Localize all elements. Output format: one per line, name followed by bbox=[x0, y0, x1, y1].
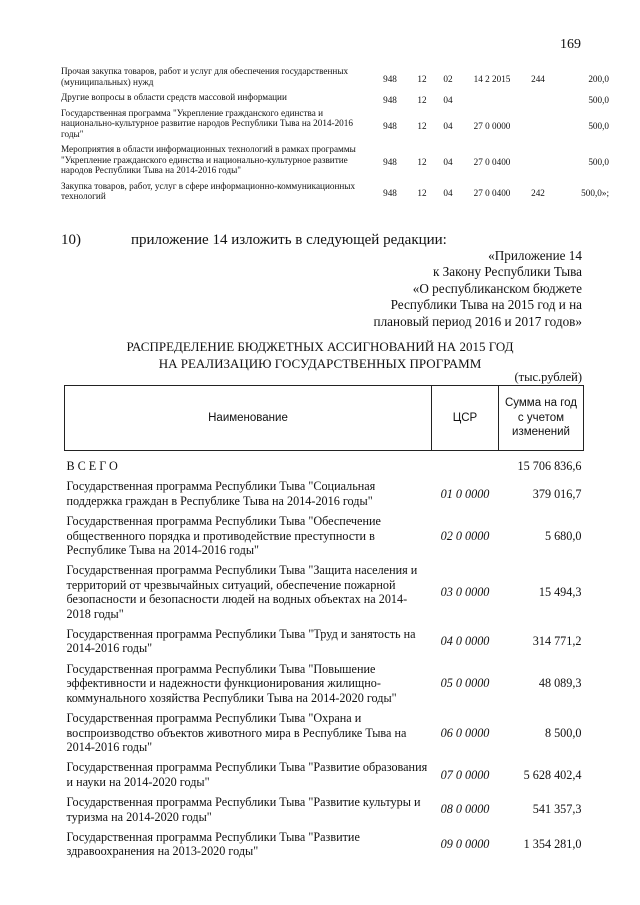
cell-pr: 04 bbox=[443, 188, 453, 199]
cell-name: Другие вопросы в области средств массовой информации bbox=[61, 92, 287, 102]
cell-rz: 12 bbox=[417, 157, 427, 167]
continuation-table bbox=[61, 66, 609, 207]
table-header-row bbox=[65, 386, 584, 451]
cell-sum: 500,0 bbox=[588, 157, 609, 167]
allocation-table bbox=[64, 385, 584, 865]
cell-gr: 948 bbox=[383, 120, 397, 131]
cell-csr bbox=[461, 92, 523, 108]
appendix-note-line: Республики Тыва на 2015 год и на bbox=[390, 297, 582, 313]
cell-csr: 07 0 0000 bbox=[440, 767, 490, 782]
appendix-note-line: «Приложение 14 bbox=[488, 248, 582, 263]
cell-name: Государственная программа Республики Тыва "Развитие здравоохранения на 2013-2020 годы" bbox=[66, 829, 360, 859]
cell-vr: 242 bbox=[531, 188, 545, 199]
cell-csr: 03 0 0000 bbox=[440, 585, 490, 600]
cell-sum: 379 016,7 bbox=[532, 486, 582, 501]
table-row bbox=[65, 760, 584, 795]
cell-csr: 05 0 0000 bbox=[440, 676, 490, 691]
cell-csr: 14 2 2015 bbox=[473, 73, 511, 84]
table-row bbox=[65, 711, 584, 760]
appendix-note-line: плановый период 2016 и 2017 годов» bbox=[373, 313, 582, 329]
cell-sum: 500,0 bbox=[588, 94, 609, 105]
cell-vr bbox=[523, 108, 553, 145]
cell-sum: 48 089,3 bbox=[538, 676, 582, 691]
cell-name: Государственная программа Республики Тыва "Развитие образования и науки на 2014-2020 годы" bbox=[66, 760, 428, 789]
table-row bbox=[61, 92, 609, 108]
total-sum: 15 706 836,6 bbox=[517, 459, 582, 473]
cell-gr: 948 bbox=[383, 157, 397, 167]
table-row bbox=[61, 181, 609, 207]
cell-rz: 12 bbox=[417, 188, 427, 199]
cell-name: Государственная программа Республики Тыва "Повышение эффективности и надежности функционирования жилищно-коммунального хозяйства Республики Тыва на 2014-2020 годы" bbox=[66, 661, 397, 705]
appendix-note-line: «О республиканском бюджете bbox=[412, 280, 582, 296]
cell-csr: 27 0 0400 bbox=[473, 188, 511, 199]
header-sum: Сумма на год с учетом изменений bbox=[499, 386, 584, 451]
cell-vr: 244 bbox=[531, 73, 545, 84]
table-row bbox=[65, 563, 584, 627]
cell-csr: 27 0 0400 bbox=[473, 157, 511, 167]
cell-rz: 12 bbox=[417, 73, 427, 84]
cell-gr: 948 bbox=[383, 94, 397, 105]
cell-name: Прочая закупка товаров, работ и услуг для обеспечения государственных (муниципальных) нужд bbox=[61, 66, 349, 87]
table-row bbox=[61, 66, 609, 92]
cell-name: Государственная программа Республики Тыва "Социальная поддержка граждан в Республике Тыва на 2014-2016 годы" bbox=[66, 479, 376, 508]
cell-csr: 04 0 0000 bbox=[440, 634, 490, 649]
cell-name: Государственная программа Республики Тыва "Охрана и воспроизводство объектов животного мира в Республике Тыва на 2014-2016 годы" bbox=[66, 711, 407, 754]
table-row bbox=[65, 662, 584, 711]
units-label: (тыс.рублей) bbox=[514, 370, 582, 384]
table-row bbox=[65, 795, 584, 830]
cell-sum: 5 680,0 bbox=[544, 528, 582, 543]
cell-name: Государственная программа Республики Тыва "Развитие культуры и туризма на 2014-2020 годы" bbox=[66, 795, 421, 824]
appendix-note-line: к Закону Республики Тыва bbox=[432, 264, 582, 280]
cell-rz: 12 bbox=[417, 94, 427, 105]
cell-sum: 500,0»; bbox=[581, 188, 609, 199]
cell-name: Государственная программа Республики Тыва "Обеспечение общественного порядка и противодействие преступности в Республике Тыва на 2014-2016 годы" bbox=[66, 514, 381, 558]
cell-gr: 948 bbox=[383, 73, 397, 84]
cell-csr: 06 0 0000 bbox=[440, 725, 490, 740]
cell-gr: 948 bbox=[383, 188, 397, 199]
item-number: 10) bbox=[61, 232, 81, 248]
cell-rz: 12 bbox=[417, 120, 427, 131]
cell-pr: 04 bbox=[443, 94, 453, 105]
appendix-note bbox=[374, 248, 582, 330]
item-text: приложение 14 изложить в следующей редакции: bbox=[131, 232, 447, 248]
cell-pr: 04 bbox=[443, 157, 453, 167]
cell-sum: 200,0 bbox=[588, 73, 609, 84]
table-row bbox=[65, 479, 584, 514]
cell-sum: 8 500,0 bbox=[544, 725, 582, 740]
cell-vr bbox=[523, 92, 553, 108]
cell-name: Государственная программа "Укрепление гражданского единства и национально-культурное развитие народов Республики Тыва на 2014-2016 годы" bbox=[61, 107, 353, 139]
cell-pr: 04 bbox=[443, 120, 453, 131]
amendment-item bbox=[61, 232, 447, 249]
table-row bbox=[65, 830, 584, 865]
title-line: НА РЕАЛИЗАЦИЮ ГОСУДАРСТВЕННЫХ ПРОГРАММ bbox=[158, 356, 482, 371]
table-row bbox=[65, 514, 584, 563]
cell-name: Государственная программа Республики Тыва "Защита населения и территорий от чрезвычайных ситуаций, обеспечение пожарной безопасности и безопасности людей на водных объектах на 2014-2018 годы" bbox=[66, 563, 418, 621]
cell-csr: 08 0 0000 bbox=[440, 802, 490, 817]
total-row bbox=[65, 459, 584, 479]
cell-name: Мероприятия в области информационных технологий в рамках программы "Укрепление гражданского единства и национально-культурное развитие народов Республики Тыва на 2014-2016 годы" bbox=[61, 144, 356, 175]
cell-csr: 09 0 0000 bbox=[440, 837, 490, 852]
cell-sum: 15 494,3 bbox=[538, 585, 582, 600]
cell-csr: 02 0 0000 bbox=[440, 528, 490, 543]
cell-name: Государственная программа Республики Тыва "Труд и занятость на 2014-2016 годы" bbox=[66, 627, 416, 656]
table-row bbox=[61, 144, 609, 181]
cell-csr: 27 0 0000 bbox=[473, 120, 511, 131]
cell-name: Закупка товаров, работ, услуг в сфере информационно-коммуникационных технологий bbox=[61, 180, 356, 201]
header-name: Наименование bbox=[65, 386, 432, 451]
cell-vr bbox=[523, 144, 553, 181]
cell-pr: 02 bbox=[443, 73, 453, 84]
cell-sum: 500,0 bbox=[588, 120, 609, 131]
table-row bbox=[65, 627, 584, 662]
title-line: РАСПРЕДЕЛЕНИЕ БЮДЖЕТНЫХ АССИГНОВАНИЙ НА 2015 ГОД bbox=[126, 339, 514, 354]
cell-sum: 541 357,3 bbox=[532, 802, 582, 817]
page-number: 169 bbox=[560, 37, 581, 52]
cell-sum: 5 628 402,4 bbox=[523, 767, 582, 782]
cell-sum: 1 354 281,0 bbox=[523, 837, 582, 852]
cell-sum: 314 771,2 bbox=[532, 634, 582, 649]
cell-csr: 01 0 0000 bbox=[440, 486, 490, 501]
table-row bbox=[61, 108, 609, 145]
total-label: ВСЕГО bbox=[66, 459, 121, 473]
document-title bbox=[0, 338, 640, 372]
header-csr: ЦСР bbox=[432, 386, 499, 451]
